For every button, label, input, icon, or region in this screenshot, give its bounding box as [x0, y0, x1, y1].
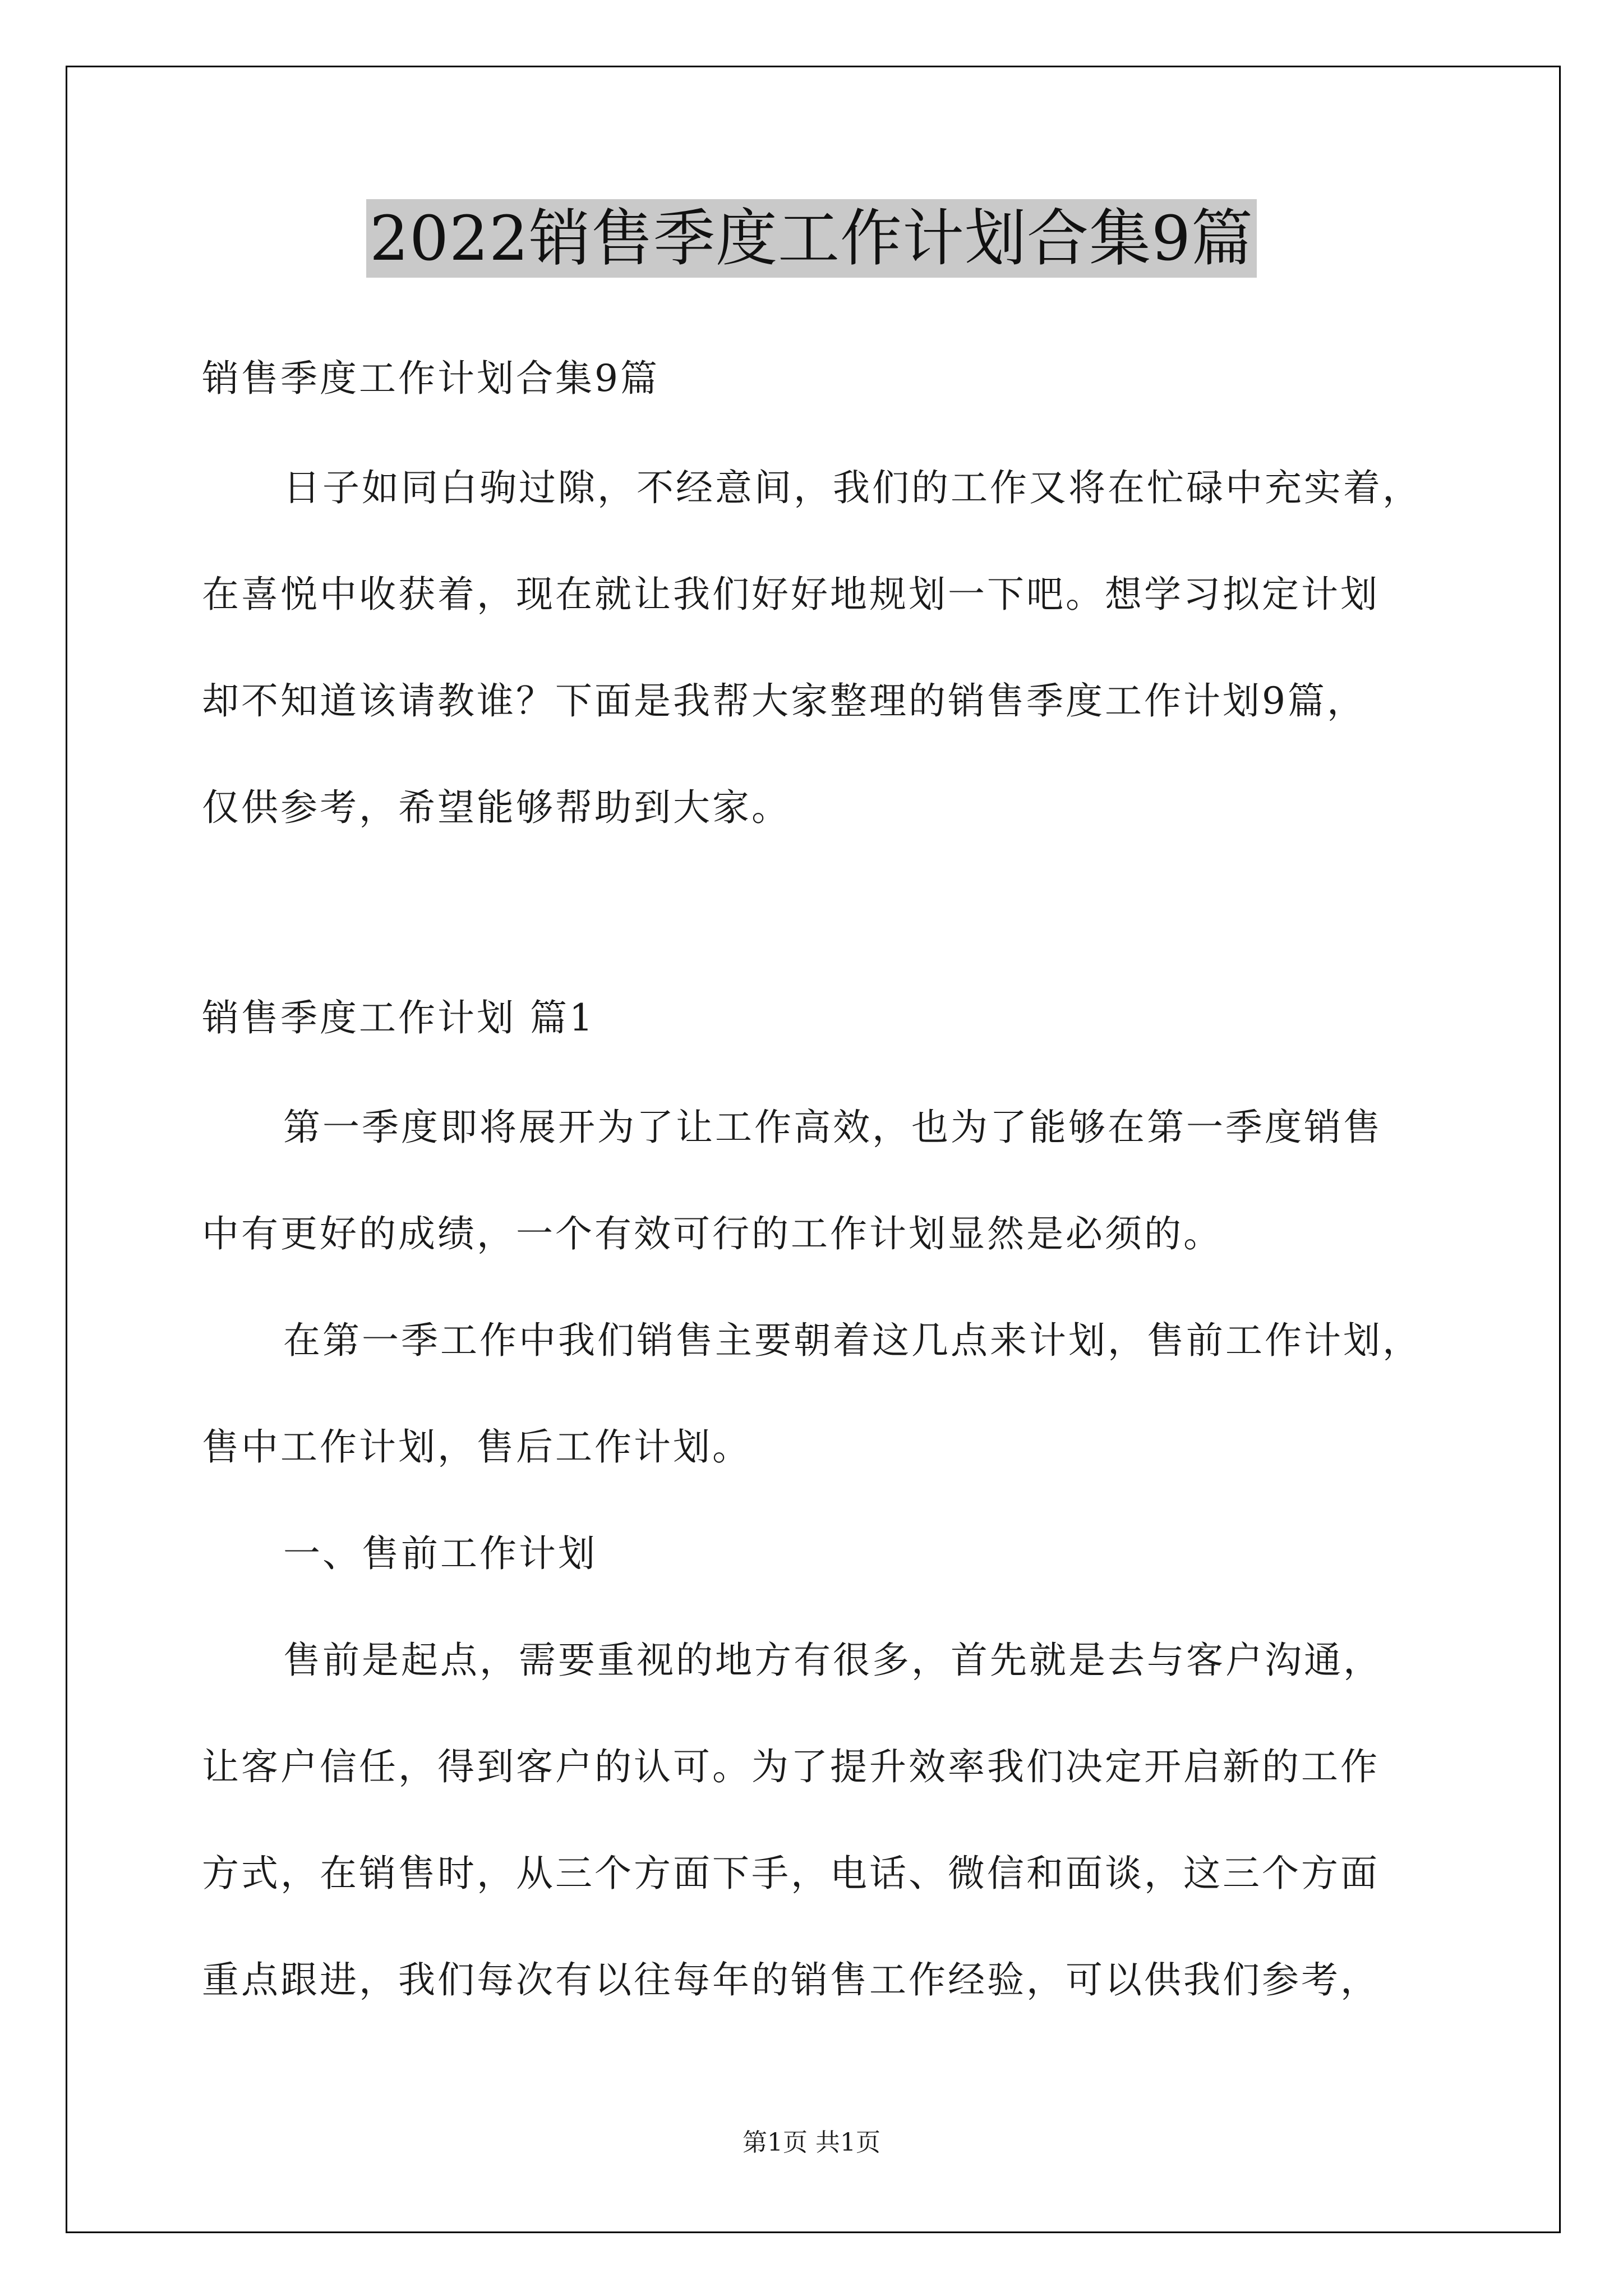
intro-line-3: 却不知道该请教谁？下面是我帮大家整理的销售季度工作计划9篇， — [202, 679, 1366, 723]
document-subtitle: 销售季度工作计划合集9篇 — [202, 357, 660, 400]
section-heading: 销售季度工作计划 篇1 — [202, 996, 595, 1039]
intro-line-4: 仅供参考，希望能够帮助到大家。 — [202, 786, 791, 829]
document-title: 2022销售季度工作计划合集9篇 — [366, 199, 1257, 278]
title-container — [0, 199, 1623, 278]
para2-line-2: 售中工作计划，售后工作计划。 — [202, 1425, 751, 1469]
intro-line-2: 在喜悦中收获着，现在就让我们好好地规划一下吧。想学习拟定计划 — [202, 573, 1380, 616]
para1-line-2: 中有更好的成绩，一个有效可行的工作计划显然是必须的。 — [202, 1212, 1223, 1255]
para3-line-3: 方式，在销售时，从三个方面下手，电话、微信和面谈，这三个方面 — [202, 1852, 1380, 1895]
para2-line-1: 在第一季工作中我们销售主要朝着这几点来计划，售前工作计划， — [283, 1319, 1422, 1362]
para3-line-2: 让客户信任，得到客户的认可。为了提升效率我们决定开启新的工作 — [202, 1745, 1380, 1788]
para1-line-1: 第一季度即将展开为了让工作高效，也为了能够在第一季度销售 — [283, 1106, 1382, 1149]
intro-line-1: 日子如同白驹过隙，不经意间，我们的工作又将在忙碌中充实着， — [283, 466, 1422, 509]
page-number-footer: 第1页 共1页 — [743, 2128, 880, 2157]
para3-line-4: 重点跟进，我们每次有以往每年的销售工作经验，可以供我们参考， — [202, 1958, 1380, 2001]
sub-heading: 一、售前工作计划 — [283, 1532, 597, 1575]
para3-line-1: 售前是起点，需要重视的地方有很多，首先就是去与客户沟通， — [283, 1639, 1382, 1682]
